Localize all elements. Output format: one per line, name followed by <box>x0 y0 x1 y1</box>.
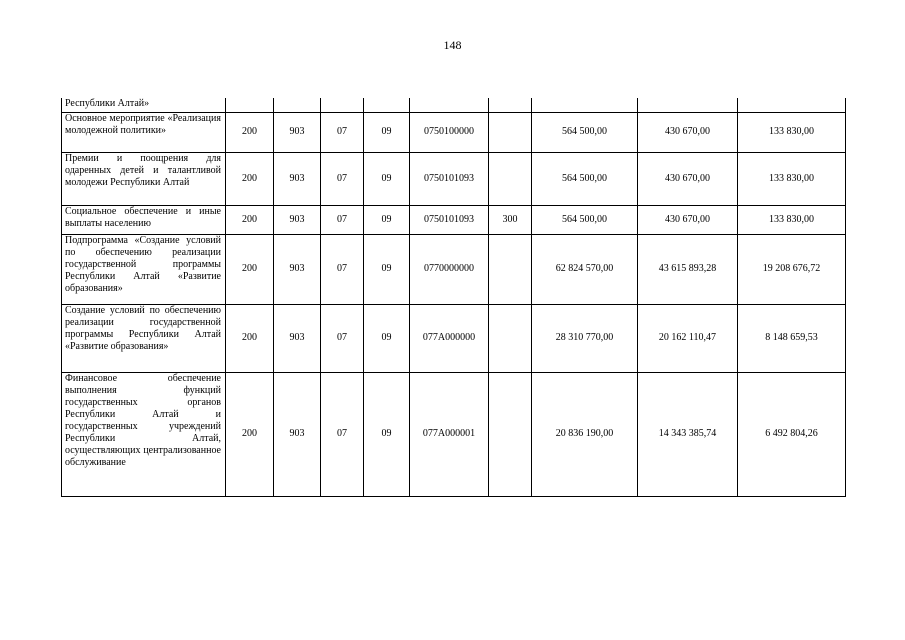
row-sum-3 <box>738 98 846 112</box>
page-number: 148 <box>443 38 462 52</box>
row-sum-1: 62 824 570,00 <box>532 234 638 304</box>
row-sum-1: 564 500,00 <box>532 112 638 152</box>
table-row <box>62 112 846 152</box>
row-sum-3: 19 208 676,72 <box>738 234 846 304</box>
row-csr: 0750101093 <box>410 205 489 234</box>
row-name: Социальное обеспечение и иные выплаты населению <box>62 205 226 234</box>
row-name: Республики Алтай» <box>62 98 226 112</box>
table-row <box>62 372 846 496</box>
row-sum-3: 133 830,00 <box>738 205 846 234</box>
budget-table <box>61 98 846 497</box>
row-csr: 077А000001 <box>410 372 489 496</box>
row-ved: 903 <box>274 372 321 496</box>
row-csr: 077А000000 <box>410 304 489 372</box>
row-csr: 0750101093 <box>410 152 489 205</box>
row-ved: 903 <box>274 304 321 372</box>
row-code: 200 <box>226 234 274 304</box>
row-pr: 09 <box>364 372 410 496</box>
row-sum-3: 133 830,00 <box>738 152 846 205</box>
row-ved <box>274 98 321 112</box>
row-code: 200 <box>226 372 274 496</box>
row-sum-2: 430 670,00 <box>638 205 738 234</box>
row-ved: 903 <box>274 152 321 205</box>
row-vr <box>489 372 532 496</box>
row-pr: 09 <box>364 205 410 234</box>
row-pr: 09 <box>364 304 410 372</box>
row-pr: 09 <box>364 112 410 152</box>
row-rz: 07 <box>321 372 364 496</box>
row-rz: 07 <box>321 304 364 372</box>
table-row <box>62 152 846 205</box>
row-sum-2: 430 670,00 <box>638 112 738 152</box>
row-sum-2: 430 670,00 <box>638 152 738 205</box>
table-row <box>62 234 846 304</box>
row-csr: 0750100000 <box>410 112 489 152</box>
row-pr: 09 <box>364 152 410 205</box>
row-csr <box>410 98 489 112</box>
row-vr <box>489 112 532 152</box>
row-sum-1 <box>532 98 638 112</box>
row-vr <box>489 98 532 112</box>
row-sum-1: 28 310 770,00 <box>532 304 638 372</box>
row-sum-3: 8 148 659,53 <box>738 304 846 372</box>
table-row <box>62 205 846 234</box>
row-vr <box>489 234 532 304</box>
row-sum-2: 14 343 385,74 <box>638 372 738 496</box>
row-csr: 0770000000 <box>410 234 489 304</box>
row-name: Основное мероприятие «Реализация молодежной политики» <box>62 112 226 152</box>
row-code <box>226 98 274 112</box>
row-sum-2 <box>638 98 738 112</box>
table-row <box>62 304 846 372</box>
row-rz: 07 <box>321 152 364 205</box>
row-code: 200 <box>226 112 274 152</box>
row-vr <box>489 152 532 205</box>
row-sum-3: 133 830,00 <box>738 112 846 152</box>
row-code: 200 <box>226 152 274 205</box>
row-rz: 07 <box>321 112 364 152</box>
row-vr <box>489 304 532 372</box>
row-ved: 903 <box>274 112 321 152</box>
row-sum-1: 20 836 190,00 <box>532 372 638 496</box>
row-ved: 903 <box>274 205 321 234</box>
row-name: Премии и поощрения для одаренных детей и талантливой молодежи Республики Алтай <box>62 152 226 205</box>
row-rz: 07 <box>321 205 364 234</box>
row-vr: 300 <box>489 205 532 234</box>
row-pr <box>364 98 410 112</box>
row-sum-1: 564 500,00 <box>532 205 638 234</box>
row-sum-1: 564 500,00 <box>532 152 638 205</box>
row-sum-3: 6 492 804,26 <box>738 372 846 496</box>
table-row <box>62 98 846 112</box>
row-rz: 07 <box>321 234 364 304</box>
row-sum-2: 43 615 893,28 <box>638 234 738 304</box>
row-name: Финансовое обеспечение выполнения функций государственных органов Республики Алтай и государственных учреждений Республики Алтай, осуществляющих централизованное обслуживание <box>62 372 226 496</box>
row-name: Подпрограмма «Создание условий по обеспечению реализации государственной программы Республики Алтай «Развитие образования» <box>62 234 226 304</box>
row-name: Создание условий по обеспечению реализации государственной программы Республики Алтай «Развитие образования» <box>62 304 226 372</box>
row-sum-2: 20 162 110,47 <box>638 304 738 372</box>
row-rz <box>321 98 364 112</box>
row-code: 200 <box>226 304 274 372</box>
row-pr: 09 <box>364 234 410 304</box>
row-ved: 903 <box>274 234 321 304</box>
row-code: 200 <box>226 205 274 234</box>
